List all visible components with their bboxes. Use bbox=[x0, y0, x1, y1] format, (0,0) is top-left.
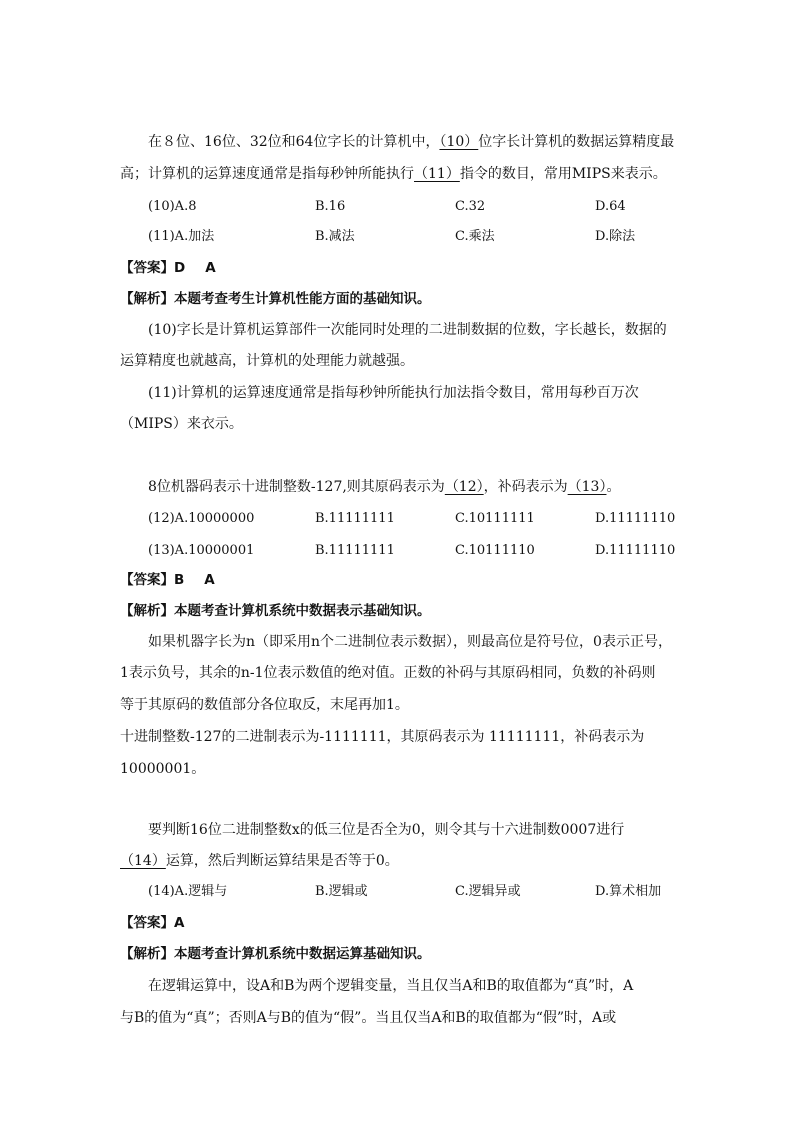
option-12-b: B.11111111 bbox=[315, 511, 395, 526]
answer-label: 【答案】 bbox=[120, 572, 174, 588]
option-11-b: B.减法 bbox=[315, 229, 355, 244]
option-10-a: (10)A.8 bbox=[148, 199, 197, 214]
option-14-d: D.算术相加 bbox=[595, 884, 662, 899]
answer-value-13: A bbox=[204, 572, 215, 588]
answer-label: 【答案】 bbox=[120, 915, 174, 931]
answer-value-11: A bbox=[205, 260, 216, 276]
analysis-12-line-2: 1表示负号，其余的n-1位表示数值的绝对值。正数的补码与其原码相同，负数的补码则 bbox=[120, 665, 656, 681]
q12-stem-end: 。 bbox=[606, 479, 621, 495]
option-13-a: (13)A.10000001 bbox=[148, 543, 255, 558]
blank-12: （12） bbox=[444, 479, 484, 495]
option-14-b: B.逻辑或 bbox=[315, 884, 368, 899]
analysis-10-line-1: (10)字长是计算机运算部件一次能同时处理的二进制数据的位数，字长越长，数据的 bbox=[148, 322, 667, 338]
analysis-heading-12-13 bbox=[120, 601, 431, 621]
option-12-d: D.11111110 bbox=[595, 511, 676, 526]
answer-label: 【答案】 bbox=[120, 260, 174, 276]
option-11-a: (11)A.加法 bbox=[148, 229, 215, 244]
options-14 bbox=[148, 882, 668, 902]
answer-10-11 bbox=[120, 258, 216, 278]
analysis-title: 本题考查考生计算机性能方面的基础知识。 bbox=[174, 291, 431, 307]
option-14-a: (14)A.逻辑与 bbox=[148, 884, 228, 899]
analysis-14-line-1: 在逻辑运算中，设A和B为两个逻辑变量，当且仅当A和B的取值都为“真”时，A bbox=[148, 978, 634, 994]
q14-stem-text: 运算，然后判断运算结果是否等于0。 bbox=[165, 853, 399, 869]
analysis-heading-14 bbox=[120, 944, 431, 964]
option-11-d: D.除法 bbox=[595, 229, 636, 244]
analysis-label: 【解析】 bbox=[120, 603, 174, 619]
option-13-b: B.11111111 bbox=[315, 543, 395, 558]
analysis-label: 【解析】 bbox=[120, 291, 174, 307]
blank-13: （13） bbox=[567, 479, 607, 495]
option-10-b: B.16 bbox=[315, 199, 346, 214]
analysis-11-line-1: (11)计算机的运算速度通常是指每秒钟所能执行加法指令数目，常用每秒百万次 bbox=[148, 385, 639, 401]
options-10 bbox=[148, 197, 668, 217]
option-13-d: D.11111110 bbox=[595, 543, 676, 558]
analysis-heading-10-11 bbox=[120, 289, 431, 309]
option-13-c: C.10111110 bbox=[455, 543, 535, 558]
answer-value-12: B bbox=[174, 572, 185, 588]
q12-stem-text: 8位机器码表示十进制整数-127,则其原码表示为 bbox=[148, 479, 445, 495]
analysis-title: 本题考查计算机系统中数据表示基础知识。 bbox=[174, 603, 431, 619]
answer-value-14: A bbox=[174, 915, 185, 931]
answer-14 bbox=[120, 913, 184, 933]
analysis-title: 本题考查计算机系统中数据运算基础知识。 bbox=[174, 946, 431, 962]
option-10-c: C.32 bbox=[455, 199, 486, 214]
q10-stem-line-1 bbox=[148, 132, 674, 152]
q10-stem-text-2: 位字长计算机的数据运算精度最 bbox=[478, 134, 675, 150]
q12-stem-line bbox=[148, 477, 620, 497]
analysis-label: 【解析】 bbox=[120, 946, 174, 962]
q14-stem-line-1: 要判断16位二进制整数x的低三位是否全为0，则令其与十六进制数0007进行 bbox=[148, 822, 625, 838]
options-12 bbox=[148, 509, 676, 529]
answer-value-10: D bbox=[174, 260, 186, 276]
analysis-12-line-5: 10000001。 bbox=[120, 761, 206, 777]
blank-11: （11） bbox=[414, 166, 460, 182]
q11-stem-text-2: 指令的数目，常用MIPS来表示。 bbox=[459, 166, 667, 182]
analysis-12-line-3: 等于其原码的数值部分各位取反，末尾再加1。 bbox=[120, 697, 409, 713]
analysis-12-line-1: 如果机器字长为n（即采用n个二进制位表示数据），则最高位是符号位，0表示正号， bbox=[148, 634, 672, 650]
answer-12-13 bbox=[120, 570, 215, 590]
q10-stem-line-2 bbox=[120, 164, 667, 184]
analysis-14-line-2: 与B的值为“真”；否则A与B的值为“假”。当且仅当A和B的取值都为“假”时，A或 bbox=[120, 1010, 617, 1026]
q10-stem-text: 在８位、16位、32位和64位字长的计算机中， bbox=[148, 134, 440, 150]
option-14-c: C.逻辑异或 bbox=[455, 884, 521, 899]
option-12-c: C.10111111 bbox=[455, 511, 535, 526]
options-13 bbox=[148, 541, 676, 561]
blank-10: （10） bbox=[439, 134, 479, 150]
option-11-c: C.乘法 bbox=[455, 229, 495, 244]
blank-14: （14） bbox=[120, 853, 166, 869]
analysis-12-line-4: 十进制整数-127的二进制表示为-1111111，其原码表示为 11111111，补码表示为 bbox=[120, 729, 645, 745]
option-12-a: (12)A.10000000 bbox=[148, 511, 255, 526]
q14-stem-line-2 bbox=[120, 851, 399, 871]
q11-stem-text: 高；计算机的运算速度通常是指每秒钟所能执行 bbox=[120, 166, 414, 182]
analysis-10-line-2: 运算精度也就越高，计算机的处理能力就越强。 bbox=[120, 353, 414, 369]
q13-stem-text: ，补码表示为 bbox=[483, 479, 568, 495]
options-11 bbox=[148, 227, 668, 247]
option-10-d: D.64 bbox=[595, 199, 626, 214]
analysis-11-line-2: （MIPS）来衣示。 bbox=[120, 416, 243, 432]
